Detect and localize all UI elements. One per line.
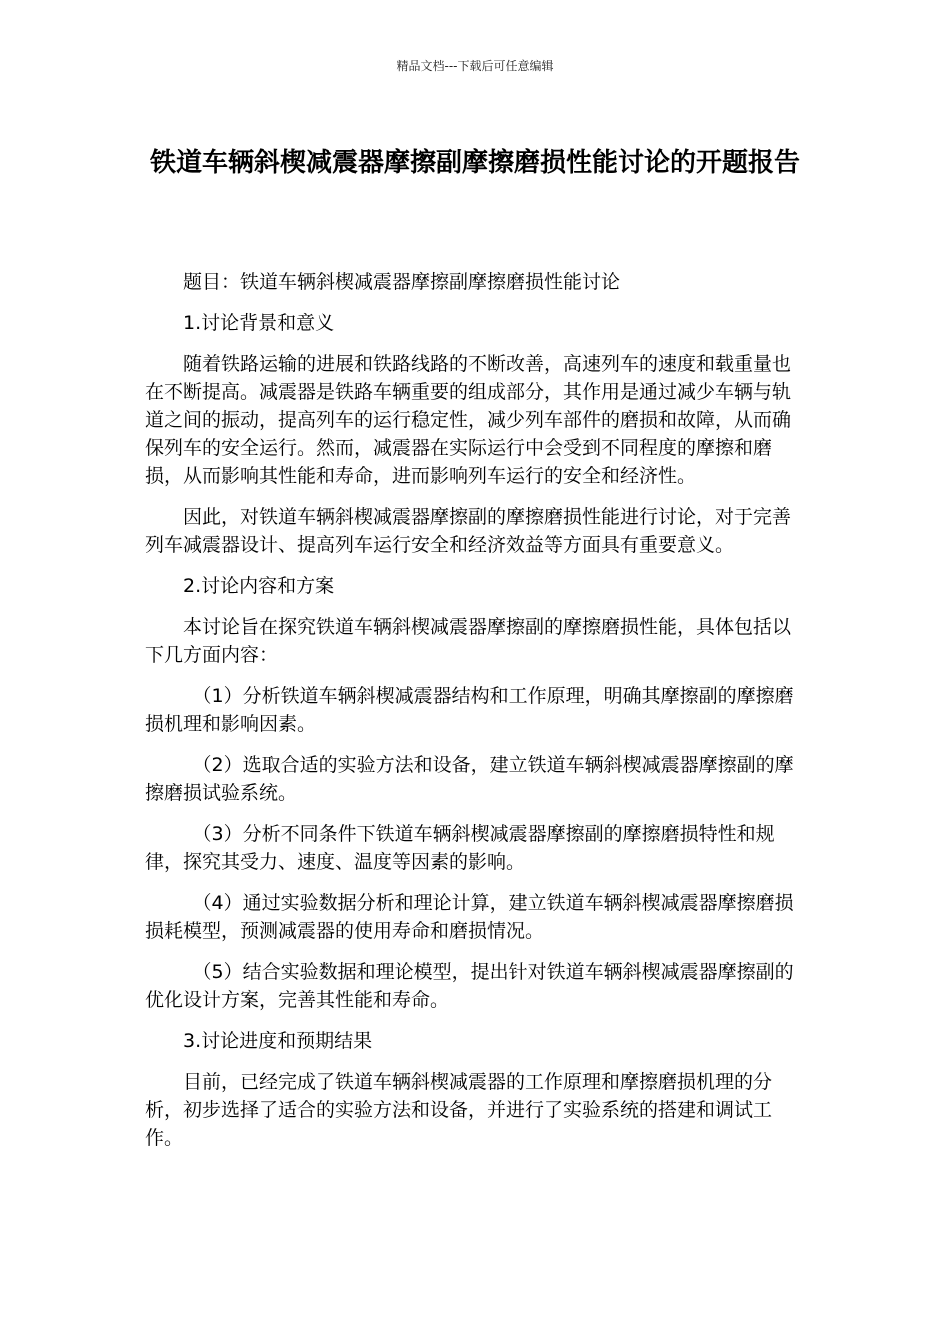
section-heading-1: 1.讨论背景和意义: [183, 312, 335, 334]
paragraph: 目前，已经完成了铁道车辆斜楔减震器的工作原理和摩擦磨损机理的分析，初步选择了适合的实验方法和设备，并进行了实验系统的搭建和调试工作。: [145, 1071, 773, 1149]
section-heading-3: 3.讨论进度和预期结果: [183, 1030, 373, 1052]
list-item: （2）选取合适的实验方法和设备，建立铁道车辆斜楔减震器摩擦副的摩擦磨损试验系统。: [145, 754, 794, 804]
paragraph: 随着铁路运输的进展和铁路线路的不断改善，高速列车的速度和载重量也在不断提高。减震器是铁路车辆重要的组成部分，其作用是通过减少车辆与轨道之间的振动，提高列车的运行稳定性，减少列车部件的磨损和故障，从而确保列车的安全运行。然而，减震器在实际运行中会受到不同程度的摩擦和磨损，从而影响其性能和寿命，进而影响列车运行的安全和经济性。: [145, 353, 792, 487]
list-item: （3）分析不同条件下铁道车辆斜楔减震器摩擦副的摩擦磨损特性和规律，探究其受力、速度、温度等因素的影响。: [145, 823, 775, 873]
document-body: [145, 268, 807, 1165]
document-title: 铁道车辆斜楔减震器摩擦副摩擦磨损性能讨论的开题报告: [149, 148, 800, 178]
header-note: 精品文档---下载后可任意编辑: [396, 59, 554, 73]
paragraph: 因此，对铁道车辆斜楔减震器摩擦副的摩擦磨损性能进行讨论，对于完善列车减震器设计、提高列车运行安全和经济效益等方面具有重要意义。: [145, 506, 792, 556]
list-item: （1）分析铁道车辆斜楔减震器结构和工作原理，明确其摩擦副的摩擦磨损机理和影响因素。: [145, 685, 794, 735]
list-item: （4）通过实验数据分析和理论计算，建立铁道车辆斜楔减震器摩擦磨损损耗模型，预测减震器的使用寿命和磨损情况。: [145, 892, 794, 942]
section-heading-2: 2.讨论内容和方案: [183, 575, 335, 597]
subject-line: 题目：铁道车辆斜楔减震器摩擦副摩擦磨损性能讨论: [183, 271, 621, 293]
paragraph: 本讨论旨在探究铁道车辆斜楔减震器摩擦副的摩擦磨损性能，具体包括以下几方面内容：: [145, 616, 792, 666]
list-item: （5）结合实验数据和理论模型，提出针对铁道车辆斜楔减震器摩擦副的优化设计方案，完善其性能和寿命。: [145, 961, 794, 1011]
